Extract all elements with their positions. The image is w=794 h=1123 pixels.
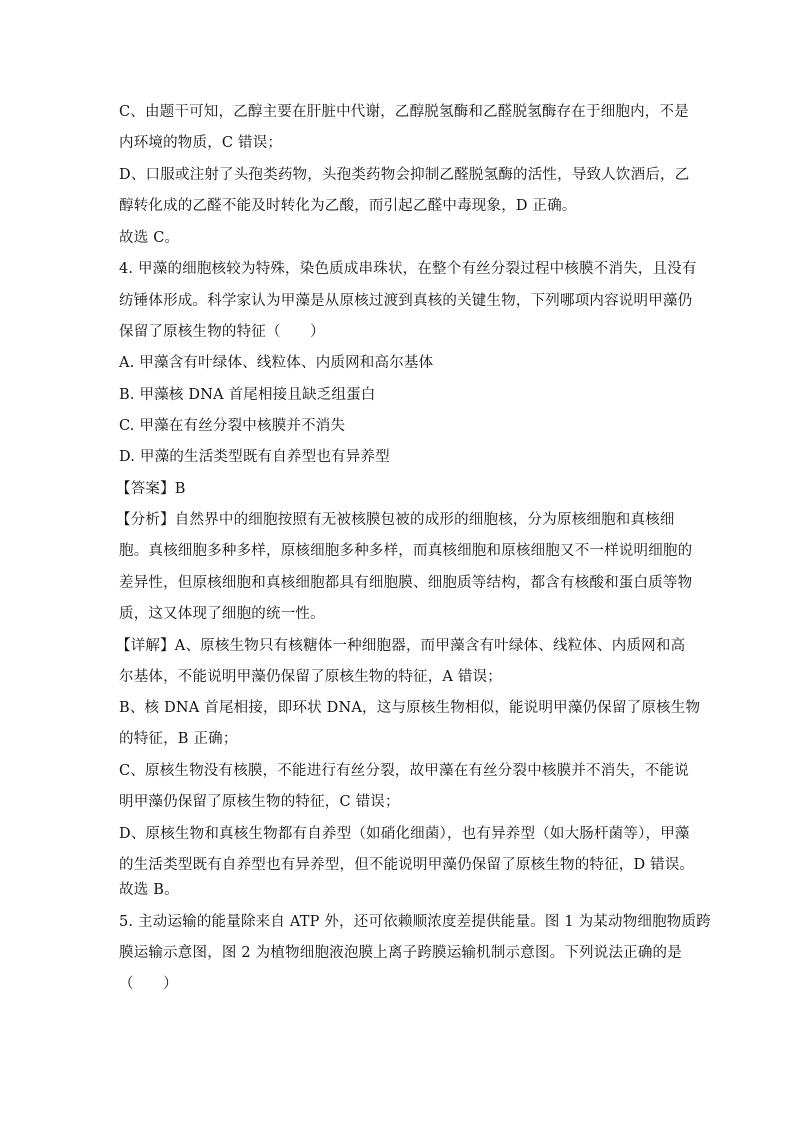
explanation-paragraph: 明甲藻仍保留了原核生物的特征，C 错误；	[119, 794, 400, 810]
text-line: 内环境的物质，C 错误；	[119, 135, 283, 151]
analysis-paragraph: 差异性，但原核细胞和真核细胞都具有细胞膜、细胞质等结构，都含有核酸和蛋白质等物	[119, 575, 693, 591]
explanation-paragraph: 的生活类型既有自养型也有异养型，但不能说明甲藻仍保留了原核生物的特征，D 错误。	[119, 857, 695, 873]
explanation-paragraph: B、核 DNA 首尾相接，即环状 DNA，这与原核生物相似，能说明甲藻仍保留了原核生物	[119, 700, 701, 716]
option-d: D. 甲藻的生活类型既有自养型也有异养型	[119, 449, 390, 465]
analysis-paragraph: 质，这又体现了细胞的统一性。	[119, 606, 325, 622]
option-a: A. 甲藻含有叶绿体、线粒体、内质网和高尔基体	[119, 355, 434, 371]
question-5-stem: 膜运输示意图，图 2 为植物细胞液泡膜上离子跨膜运输机制示意图。下列说法正确的是	[119, 945, 682, 961]
explanation-paragraph: C、原核生物没有核膜，不能进行有丝分裂，故甲藻在有丝分裂中核膜并不消失，不能说	[119, 763, 689, 779]
question-5-stem: （ ）	[119, 976, 178, 992]
analysis-paragraph: 胞。真核细胞多种多样，原核细胞多种多样，而真核细胞和原核细胞又不一样说明细胞的	[119, 543, 693, 559]
explanation-paragraph: 【详解】A、原核生物只有核糖体一种细胞器，而甲藻含有叶绿体、线粒体、内质网和高	[116, 638, 686, 654]
text-line: C、由题干可知，乙醇主要在肝脏中代谢，乙醇脱氢酶和乙醛脱氢酶存在于细胞内，不是	[119, 104, 689, 120]
text-line: 醇转化成的乙醛不能及时转化为乙酸，而引起乙醛中毒现象，D 正确。	[119, 198, 577, 214]
text-line: D、口服或注射了头孢类药物，头孢类药物会抑制乙醛脱氢酶的活性，导致人饮酒后，乙	[119, 167, 690, 183]
question-4-stem: 保留了原核生物的特征（ ）	[119, 324, 325, 340]
option-c: C. 甲藻在有丝分裂中核膜并不消失	[119, 418, 346, 434]
analysis-paragraph: 【分析】自然界中的细胞按照有无被核膜包被的成形的细胞核，分为原核细胞和真核细	[116, 512, 675, 528]
explanation-paragraph: D、原核生物和真核生物都有自养型（如硝化细菌），也有异养型（如大肠杆菌等），甲藻	[119, 826, 690, 842]
explanation-paragraph: 的特征，B 正确；	[119, 731, 238, 747]
answer-label: 【答案】B	[116, 481, 186, 497]
question-4-stem: 4. 甲藻的细胞核较为特殊，染色质成串珠状，在整个有丝分裂过程中核膜不消失，且没有	[119, 261, 697, 277]
question-4-stem: 纺锤体形成。科学家认为甲藻是从原核过渡到真核的关键生物，下列哪项内容说明甲藻仍	[119, 293, 693, 309]
question-5-stem: 5. 主动运输的能量除来自 ATP 外，还可依赖顺浓度差提供能量。图 1 为某动物细胞物质跨	[119, 914, 711, 930]
explanation-paragraph: 尔基体，不能说明甲藻仍保留了原核生物的特征，A 错误；	[119, 669, 502, 685]
text-line: 故选 C。	[119, 230, 180, 246]
conclusion-line: 故选 B。	[119, 882, 179, 898]
option-b: B. 甲藻核 DNA 首尾相接且缺乏组蛋白	[119, 387, 376, 403]
